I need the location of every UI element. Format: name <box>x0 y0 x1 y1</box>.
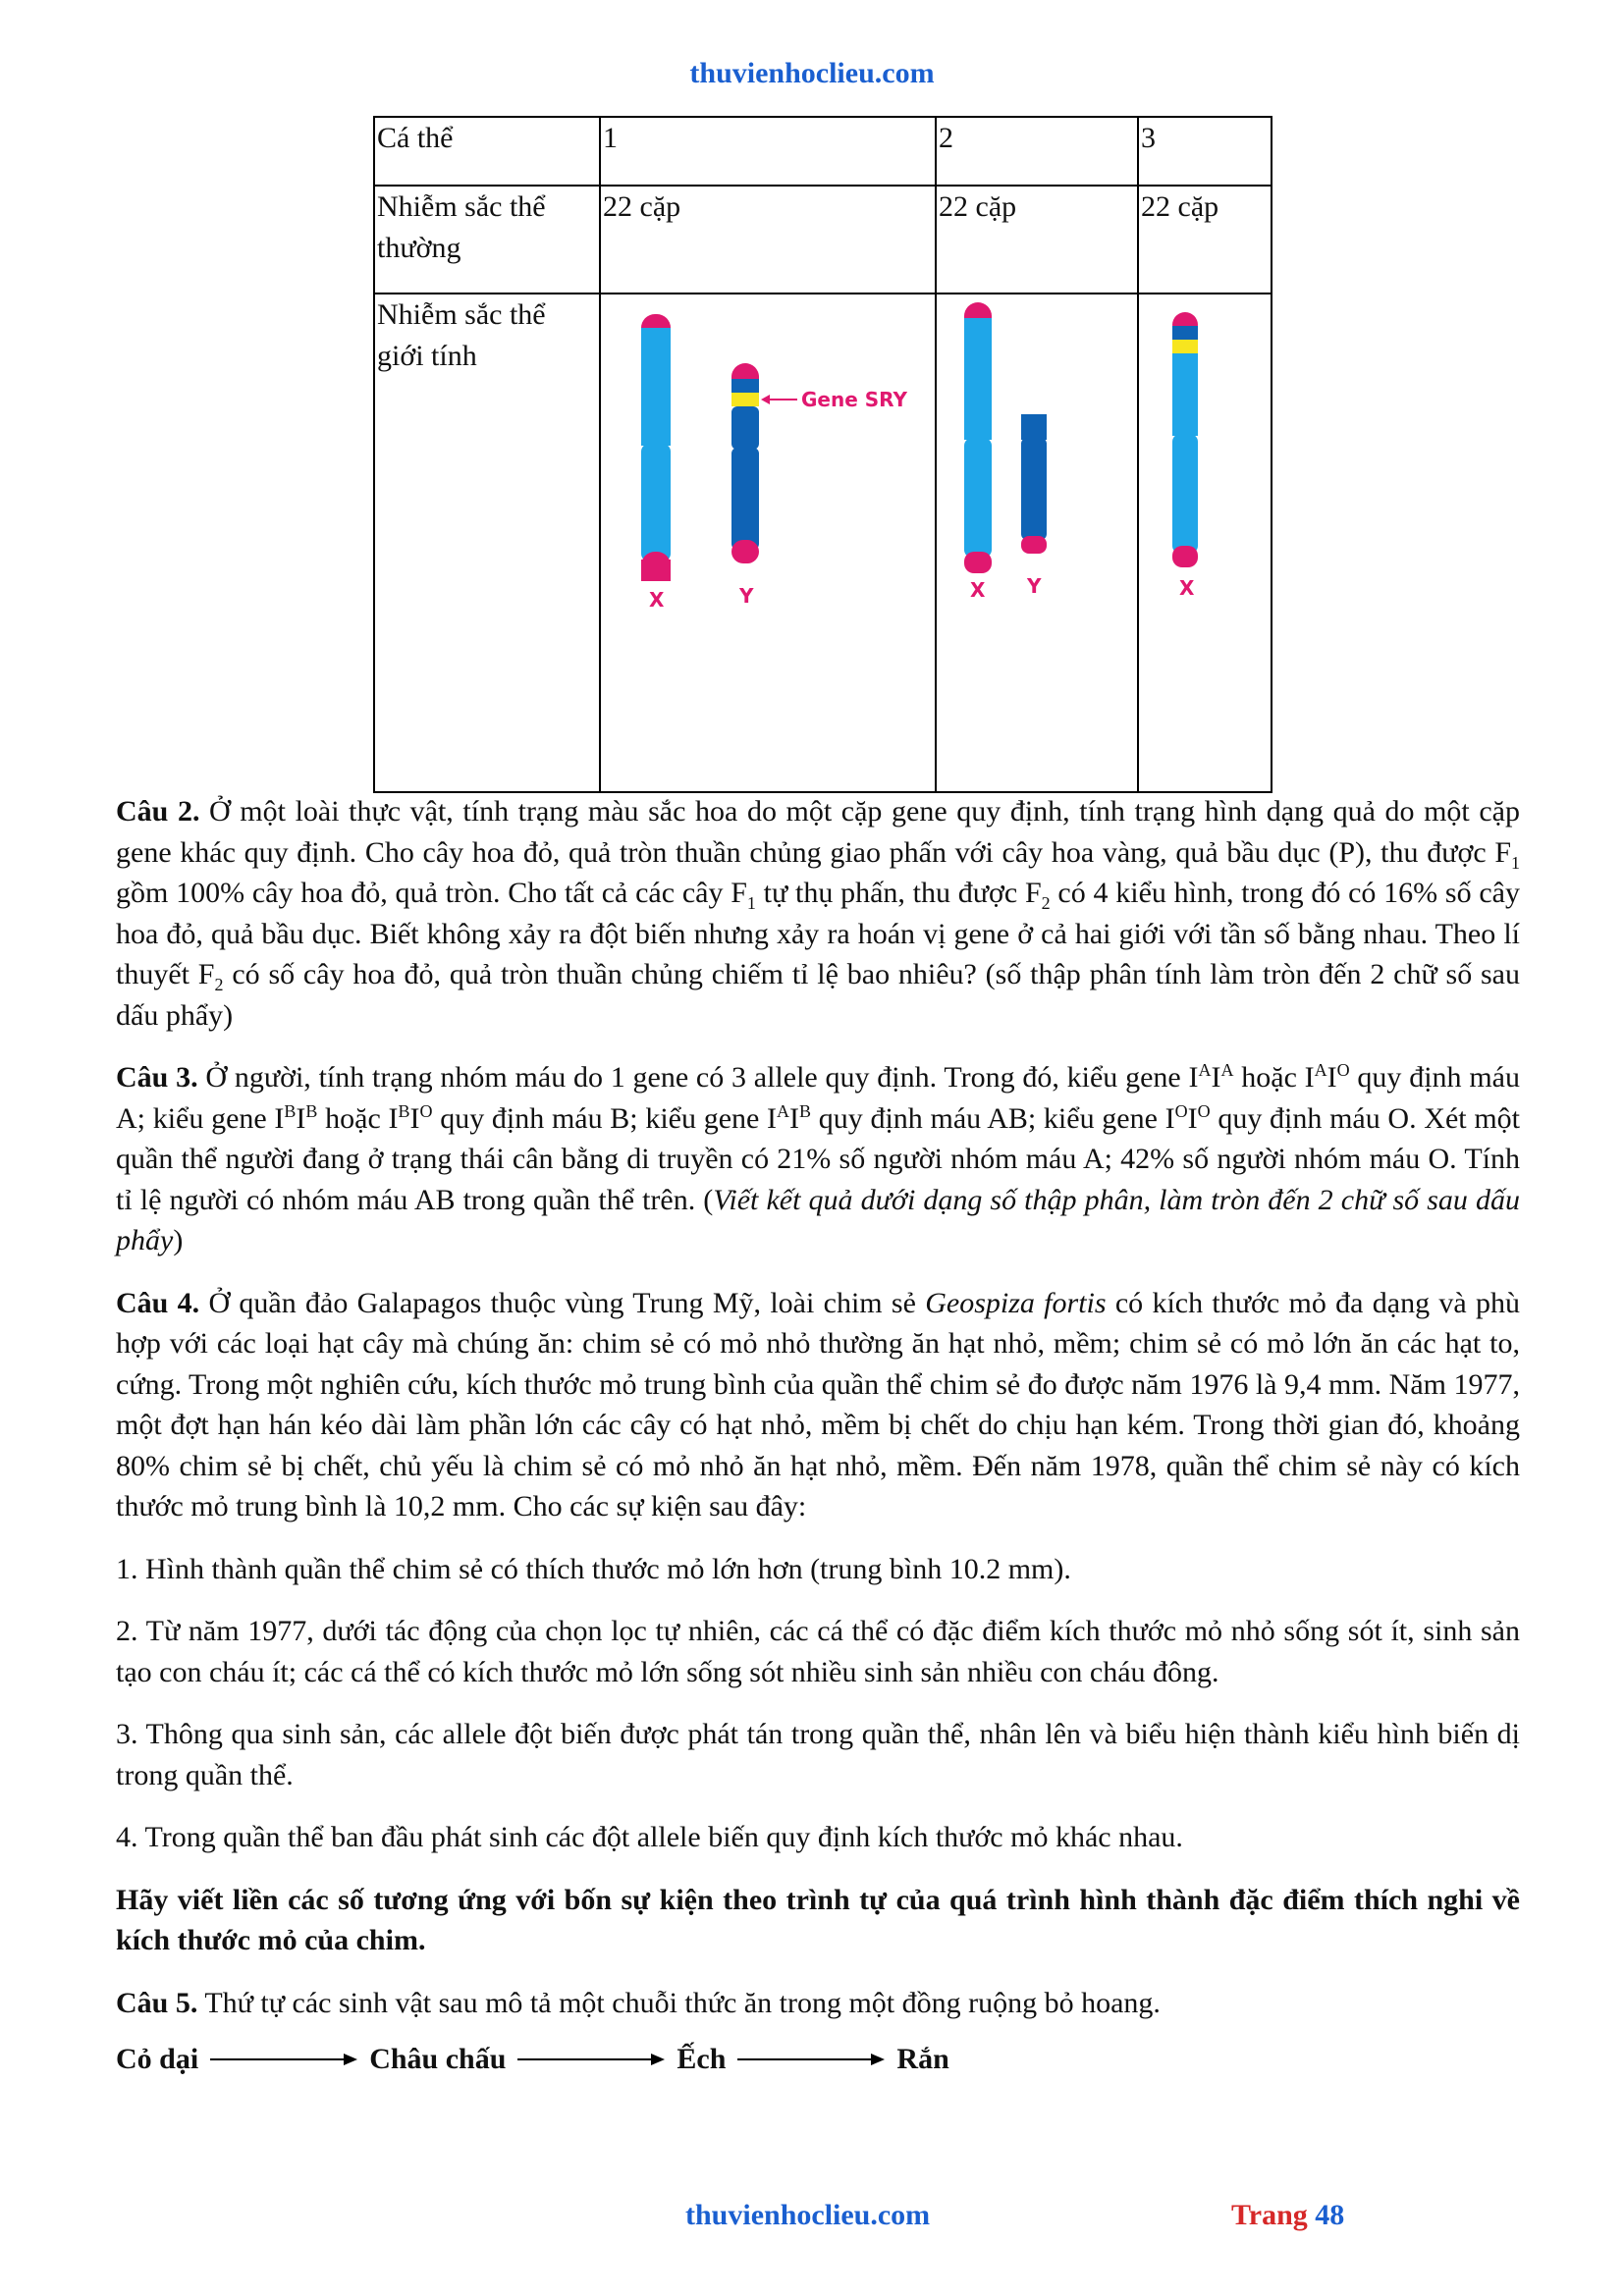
table-cell: 22 cặp <box>1138 186 1272 294</box>
question-title: Câu 2. <box>116 795 200 828</box>
question-3: Câu 3. Ở người, tính trạng nhóm máu do 1 gene có 3 allele quy định. Trong đó, kiểu gene $I^AI^A$ hoặc $I^AI^O$ quy định máu A; kiểu gene $I^BI^B$ hoặc $I^BI^O$ quy định máu B; kiểu gene $I^AI^B$ quy định máu AB; kiểu gene $I^OI^O$ quy định máu O. Xét một quần thể người đang ở trạng thái cân bằng di truyền có 21% số người nhóm máu A; 42% số người nhóm máu O. Tính tỉ lệ người có nhóm máu AB trong quần thể trên. (Viết kết quả dưới dạng số thập phân, làm tròn đến 2 chữ số sau dấu phẩy) <box>116 1060 1520 1256</box>
y-chromosome <box>1021 414 1047 554</box>
chromosome-label: Y <box>1027 574 1042 598</box>
food-chain-item: Rắn <box>896 2043 949 2075</box>
question-title: Câu 3. <box>116 1061 198 1094</box>
header-cell: Cá thể <box>374 117 600 186</box>
list-item: 2. Từ năm 1977, dưới tác động của chọn lọc tự nhiên, các cá thể có đặc điểm kích thước mỏ nhỏ sống sót ít, sinh sản tạo con cháu ít; các cá thể có kích thước mỏ lớn sống sót nhiều sinh sản nhiều con cháu đông. <box>116 1615 1520 1688</box>
food-chain-item: Ếch <box>677 2043 727 2075</box>
chromosome-cell-1 <box>600 294 936 792</box>
chromosome-label: Y <box>739 584 754 608</box>
list-item: 4. Trong quần thể ban đầu phát sinh các đột allele biến quy định kích thước mỏ khác nhau. <box>116 1821 1183 1853</box>
footer-site: thuvienhoclieu.com <box>685 2199 931 2231</box>
x-chromosome <box>964 302 992 573</box>
question-2: Câu 2. Ở một loài thực vật, tính trạng màu sắc hoa do một cặp gene quy định, tính trạng hình dạng quả do một cặp gene khác quy định. Cho cây hoa đỏ, quả tròn thuần chủng giao phấn với cây hoa vàng, quả bầu dục (P), thu được $F_1$ gồm 100% cây hoa đỏ, quả tròn. Cho tất cả các cây $F_1$ tự thụ phấn, thu được $F_2$ có 4 kiểu hình, trong đó có 16% số cây hoa đỏ, quả bầu dục. Biết không xảy ra đột biến nhưng xảy ra hoán vị gene ở cả hai giới với tần số bằng nhau. Theo lí thuyết $F_2$ có số cây hoa đỏ, quả tròn thuần chủng chiếm tỉ lệ bao nhiêu? (số thập phân tính làm tròn đến 2 chữ số sau dấu phẩy) <box>116 795 1520 1032</box>
header-cell: 2 <box>936 117 1138 186</box>
question-4-prompt: Hãy viết liền các số tương ứng với bốn sự kiện theo trình tự của quá trình hình thành đặc điểm thích nghi về kích thước mỏ của chim. <box>116 1883 1520 1956</box>
x-chromosome <box>1172 312 1198 567</box>
arrow-right-icon <box>210 2053 357 2066</box>
food-chain-item: Châu chấu <box>369 2043 507 2075</box>
arrow-right-icon <box>737 2053 885 2066</box>
page-number: Trang 48 <box>1231 2199 1345 2231</box>
chromosome-cell-3 <box>1138 294 1272 792</box>
chromosome-figure-1 <box>601 294 931 791</box>
question-5: Câu 5. Thứ tự các sinh vật sau mô tả một chuỗi thức ăn trong một đồng ruộng bỏ hoang. <box>116 1986 1161 2019</box>
arrow-right-icon <box>517 2053 665 2066</box>
chromosome-figure-2 <box>937 294 1133 791</box>
header-cell: 1 <box>600 117 936 186</box>
table-cell: 22 cặp <box>936 186 1138 294</box>
row-label: Nhiễm sắc thể giới tính <box>374 294 600 792</box>
x-chromosome <box>641 314 671 581</box>
list-item: 3. Thông qua sinh sản, các allele đột biến được phát tán trong quần thể, nhân lên và biểu hiện thành kiểu hình biến dị trong quần thể. <box>116 1718 1520 1791</box>
arrow-icon <box>761 395 770 404</box>
food-chain-item: Cỏ dại <box>116 2043 199 2075</box>
chromosome-label: X <box>649 588 665 612</box>
chromosome-figure-3 <box>1139 294 1267 791</box>
header-site: thuvienhoclieu.com <box>689 57 935 89</box>
table-row <box>374 117 1272 186</box>
question-title: Câu 5. <box>116 1986 198 2019</box>
chromosome-cell-2 <box>936 294 1138 792</box>
question-4: Câu 4. Ở quần đảo Galapagos thuộc vùng Trung Mỹ, loài chim sẻ Geospiza fortis có kích thước mỏ đa dạng và phù hợp với các loại hạt cây mà chúng ăn: chim sẻ có mỏ nhỏ thường ăn hạt nhỏ, mềm; chim sẻ có mỏ lớn ăn các hạt to, cứng. Trong một nghiên cứu, kích thước mỏ trung bình của quần thể chim sẻ đo được năm 1976 là 9,4 mm. Năm 1977, một đợt hạn hán kéo dài làm phần lớn các cây có hạt nhỏ, mềm bị chết do chịu hạn kém. Trong thời gian đó, khoảng 80% chim sẻ bị chết, chủ yếu là chim sẻ có mỏ nhỏ ăn hạt nhỏ, mềm. Đến năm 1978, quần thể chim sẻ này có kích thước mỏ trung bình là 10,2 mm. Cho các sự kiện sau đây: <box>116 1286 1520 1522</box>
table-row <box>374 294 1272 792</box>
header-cell: 3 <box>1138 117 1272 186</box>
question-title: Câu 4. <box>116 1286 200 1319</box>
chromosome-table <box>373 116 1272 793</box>
row-label: Nhiễm sắc thể thường <box>374 186 600 294</box>
document-body <box>116 791 1520 2080</box>
list-item: 1. Hình thành quần thể chim sẻ có thích thước mỏ lớn hơn (trung bình 10.2 mm). <box>116 1552 1071 1585</box>
chromosome-label: X <box>1179 576 1195 600</box>
food-chain <box>116 2039 1520 2080</box>
gene-label: Gene SRY <box>801 388 907 411</box>
table-cell: 22 cặp <box>600 186 936 294</box>
y-chromosome <box>731 363 759 563</box>
chromosome-label: X <box>970 578 986 602</box>
table-row <box>374 186 1272 294</box>
